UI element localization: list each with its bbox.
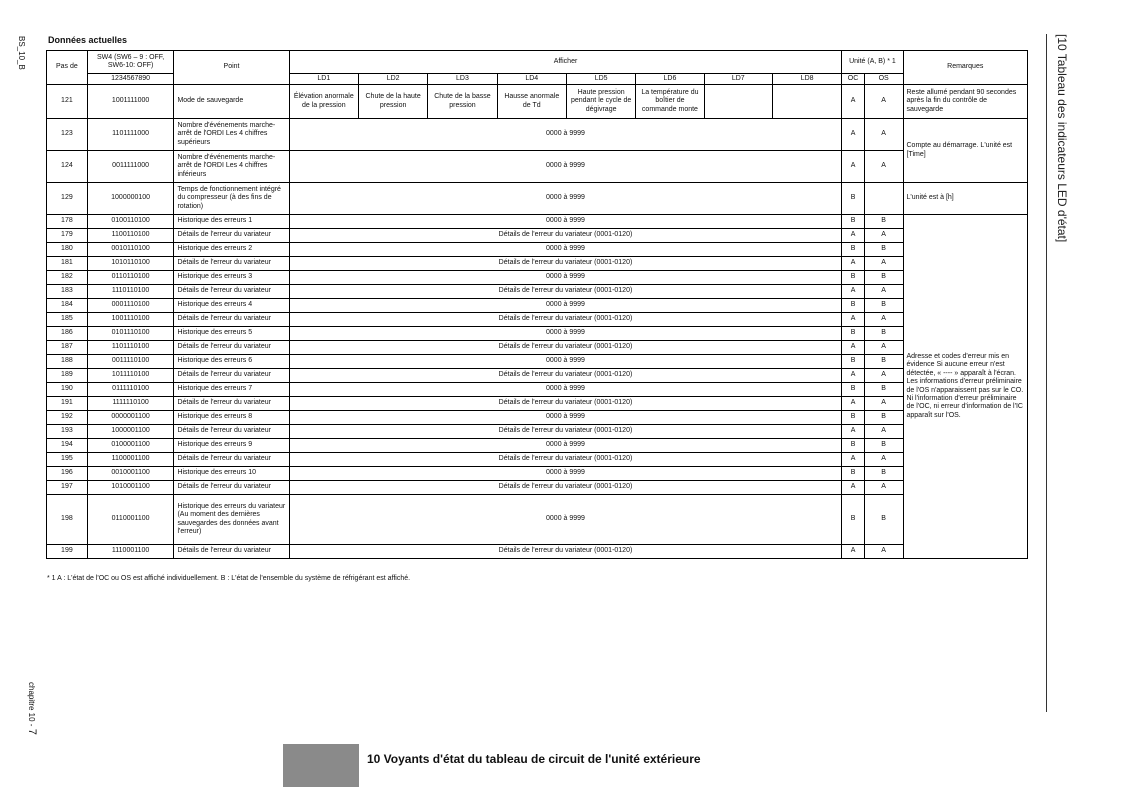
remark-cell: L'unité est à [h] bbox=[903, 183, 1028, 215]
point-cell: Nombre d'événements marche-arrêt de l'ORDI Les 4 chiffres supérieurs bbox=[174, 119, 289, 151]
oc-cell: A bbox=[842, 285, 864, 299]
code-cell: 1101111000 bbox=[87, 119, 174, 151]
os-cell: B bbox=[864, 439, 903, 453]
os-cell: B bbox=[864, 243, 903, 257]
header-ld2: LD2 bbox=[358, 74, 427, 85]
header-ld5: LD5 bbox=[566, 74, 635, 85]
oc-cell: B bbox=[842, 271, 864, 285]
table-row bbox=[47, 299, 1028, 313]
oc-cell: A bbox=[842, 369, 864, 383]
os-cell: B bbox=[864, 271, 903, 285]
code-cell: 0010001100 bbox=[87, 467, 174, 481]
step-cell: 187 bbox=[47, 341, 88, 355]
os-cell: B bbox=[864, 495, 903, 545]
code-cell: 0100001100 bbox=[87, 439, 174, 453]
header-ld4: LD4 bbox=[497, 74, 566, 85]
ld7-cell bbox=[704, 85, 772, 119]
table-row bbox=[47, 495, 1028, 545]
display-cell: Détails de l'erreur du variateur (0001-0120) bbox=[289, 229, 842, 243]
remark-cell: Reste allumé pendant 90 secondes après la fin du contrôle de sauvegarde bbox=[903, 85, 1028, 119]
oc-cell: B bbox=[842, 327, 864, 341]
point-cell: Détails de l'erreur du variateur bbox=[174, 425, 289, 439]
step-cell: 197 bbox=[47, 481, 88, 495]
point-cell: Historique des erreurs 1 bbox=[174, 215, 289, 229]
oc-cell: B bbox=[842, 411, 864, 425]
code-cell: 0101110100 bbox=[87, 327, 174, 341]
step-cell: 189 bbox=[47, 369, 88, 383]
oc-cell: B bbox=[842, 467, 864, 481]
oc-cell: B bbox=[842, 439, 864, 453]
code-cell: 1010110100 bbox=[87, 257, 174, 271]
oc-cell: B bbox=[842, 215, 864, 229]
code-cell: 0110001100 bbox=[87, 495, 174, 545]
oc-cell: B bbox=[842, 495, 864, 545]
os-cell: A bbox=[864, 257, 903, 271]
code-cell: 0100110100 bbox=[87, 215, 174, 229]
table-row bbox=[47, 215, 1028, 229]
step-cell: 196 bbox=[47, 467, 88, 481]
side-chapter-title: [10 Tableau des indicateurs LED d'état] bbox=[1055, 34, 1069, 243]
header-os: OS bbox=[864, 74, 903, 85]
header-pas-de: Pas de bbox=[47, 51, 88, 85]
display-cell: 0000 à 9999 bbox=[289, 383, 842, 397]
os-cell: A bbox=[864, 85, 903, 119]
display-cell: 0000 à 9999 bbox=[289, 411, 842, 425]
step-cell: 129 bbox=[47, 183, 88, 215]
display-cell: Détails de l'erreur du variateur (0001-0120) bbox=[289, 369, 842, 383]
point-cell: Historique des erreurs 4 bbox=[174, 299, 289, 313]
table-row bbox=[47, 411, 1028, 425]
oc-cell: A bbox=[842, 85, 864, 119]
point-cell: Temps de fonctionnement intégré du compresseur (à des fins de rotation) bbox=[174, 183, 289, 215]
os-cell: B bbox=[864, 411, 903, 425]
table-row bbox=[47, 151, 1028, 183]
os-cell: B bbox=[864, 215, 903, 229]
oc-cell: B bbox=[842, 355, 864, 369]
point-cell: Historique des erreurs 10 bbox=[174, 467, 289, 481]
table-row bbox=[47, 467, 1028, 481]
display-cell: 0000 à 9999 bbox=[289, 299, 842, 313]
point-cell: Historique des erreurs 9 bbox=[174, 439, 289, 453]
chapter-label bbox=[26, 682, 38, 735]
display-cell: Détails de l'erreur du variateur (0001-0120) bbox=[289, 545, 842, 559]
display-cell: Détails de l'erreur du variateur (0001-0120) bbox=[289, 453, 842, 467]
code-cell: 1101110100 bbox=[87, 341, 174, 355]
table-row bbox=[47, 355, 1028, 369]
footnote: * 1 A : L'état de l'OC ou OS est affiché individuellement. B : L'état de l'ensemble du système de réfrigérant est affiché. bbox=[47, 575, 411, 582]
point-cell: Mode de sauvegarde bbox=[174, 85, 289, 119]
led-status-table bbox=[46, 50, 1028, 559]
step-cell: 186 bbox=[47, 327, 88, 341]
os-cell: B bbox=[864, 383, 903, 397]
header-unite: Unité (A, B) * 1 bbox=[842, 51, 903, 74]
os-cell: A bbox=[864, 285, 903, 299]
display-cell: Détails de l'erreur du variateur (0001-0120) bbox=[289, 285, 842, 299]
step-cell: 124 bbox=[47, 151, 88, 183]
footer-title: 10 Voyants d'état du tableau de circuit de l'unité extérieure bbox=[367, 752, 701, 766]
oc-cell: A bbox=[842, 229, 864, 243]
point-cell: Historique des erreurs 2 bbox=[174, 243, 289, 257]
os-cell: A bbox=[864, 545, 903, 559]
header-ld8: LD8 bbox=[772, 74, 841, 85]
step-cell: 199 bbox=[47, 545, 88, 559]
display-cell: 0000 à 9999 bbox=[289, 495, 842, 545]
os-cell: B bbox=[864, 327, 903, 341]
point-cell: Détails de l'erreur du variateur bbox=[174, 229, 289, 243]
display-cell: 0000 à 9999 bbox=[289, 327, 842, 341]
oc-cell: A bbox=[842, 397, 864, 411]
oc-cell: B bbox=[842, 299, 864, 313]
code-cell: 1000000100 bbox=[87, 183, 174, 215]
table-row bbox=[47, 439, 1028, 453]
table-row bbox=[47, 85, 1028, 119]
header-ld3: LD3 bbox=[428, 74, 497, 85]
ld5-cell: Haute pression pendant le cycle de dégivrage bbox=[566, 85, 635, 119]
code-cell: 1001111000 bbox=[87, 85, 174, 119]
code-cell: 0001110100 bbox=[87, 299, 174, 313]
step-cell: 184 bbox=[47, 299, 88, 313]
header-sw4: SW4 (SW6 – 9 : OFF, SW6-10: OFF) bbox=[87, 51, 174, 74]
header-remarques: Remarques bbox=[903, 51, 1028, 85]
table-row bbox=[47, 183, 1028, 215]
oc-cell: B bbox=[842, 183, 864, 215]
point-cell: Historique des erreurs 3 bbox=[174, 271, 289, 285]
display-cell: 0000 à 9999 bbox=[289, 151, 842, 183]
table-row bbox=[47, 481, 1028, 495]
os-cell: A bbox=[864, 313, 903, 327]
display-cell: Détails de l'erreur du variateur (0001-0120) bbox=[289, 313, 842, 327]
step-cell: 183 bbox=[47, 285, 88, 299]
point-cell: Détails de l'erreur du variateur bbox=[174, 313, 289, 327]
header-point: Point bbox=[174, 51, 289, 85]
oc-cell: A bbox=[842, 453, 864, 467]
step-cell: 179 bbox=[47, 229, 88, 243]
step-cell: 190 bbox=[47, 383, 88, 397]
table-row bbox=[47, 327, 1028, 341]
oc-cell: A bbox=[842, 481, 864, 495]
oc-cell: B bbox=[842, 383, 864, 397]
code-cell: 1011110100 bbox=[87, 369, 174, 383]
point-cell: Historique des erreurs 7 bbox=[174, 383, 289, 397]
step-cell: 195 bbox=[47, 453, 88, 467]
display-cell: 0000 à 9999 bbox=[289, 271, 842, 285]
header-ld7: LD7 bbox=[704, 74, 772, 85]
oc-cell: A bbox=[842, 341, 864, 355]
display-cell: Détails de l'erreur du variateur (0001-0120) bbox=[289, 425, 842, 439]
point-cell: Détails de l'erreur du variateur bbox=[174, 341, 289, 355]
oc-cell: B bbox=[842, 243, 864, 257]
oc-cell: A bbox=[842, 151, 864, 183]
section-title: Données actuelles bbox=[48, 35, 128, 45]
step-cell: 192 bbox=[47, 411, 88, 425]
point-cell: Historique des erreurs du variateur (Au moment des dernières sauvegardes des données avant l'erreur) bbox=[174, 495, 289, 545]
code-cell: 1111110100 bbox=[87, 397, 174, 411]
display-cell: Détails de l'erreur du variateur (0001-0120) bbox=[289, 341, 842, 355]
os-cell: A bbox=[864, 481, 903, 495]
table-row bbox=[47, 341, 1028, 355]
code-cell: 0011111000 bbox=[87, 151, 174, 183]
code-cell: 0010110100 bbox=[87, 243, 174, 257]
document-code: BS_10_B bbox=[17, 36, 26, 70]
header-afficher: Afficher bbox=[289, 51, 842, 74]
ld4-cell: Hausse anormale de Td bbox=[497, 85, 566, 119]
point-cell: Détails de l'erreur du variateur bbox=[174, 285, 289, 299]
point-cell: Historique des erreurs 6 bbox=[174, 355, 289, 369]
remark-cell: Adresse et codes d'erreur mis en évidence Si aucune erreur n'est détectée, « ---- » apparaît à l'écran. Les informations d'erreur préliminaire de l'OS n'apparaissent pas sur le CO. Ni l'information d'erreur préliminaire de l'OC, ni erreur d'information de l'IC apparaît sur l'OS. bbox=[903, 215, 1028, 559]
ld3-cell: Chute de la basse pression bbox=[428, 85, 497, 119]
code-cell: 1110001100 bbox=[87, 545, 174, 559]
point-cell: Détails de l'erreur du variateur bbox=[174, 369, 289, 383]
code-cell: 0011110100 bbox=[87, 355, 174, 369]
table-row bbox=[47, 285, 1028, 299]
table-row bbox=[47, 545, 1028, 559]
display-cell: 0000 à 9999 bbox=[289, 467, 842, 481]
display-cell: Détails de l'erreur du variateur (0001-0120) bbox=[289, 397, 842, 411]
oc-cell: A bbox=[842, 425, 864, 439]
footer-gray-box bbox=[283, 744, 359, 787]
step-cell: 180 bbox=[47, 243, 88, 257]
os-cell: A bbox=[864, 453, 903, 467]
display-cell: 0000 à 9999 bbox=[289, 119, 842, 151]
display-cell: 0000 à 9999 bbox=[289, 355, 842, 369]
table-row bbox=[47, 453, 1028, 467]
point-cell: Détails de l'erreur du variateur bbox=[174, 453, 289, 467]
side-divider bbox=[1046, 34, 1047, 712]
display-cell: 0000 à 9999 bbox=[289, 243, 842, 257]
table-row bbox=[47, 313, 1028, 327]
step-cell: 185 bbox=[47, 313, 88, 327]
step-cell: 188 bbox=[47, 355, 88, 369]
oc-cell: A bbox=[842, 119, 864, 151]
oc-cell: A bbox=[842, 313, 864, 327]
table-row bbox=[47, 271, 1028, 285]
os-cell: A bbox=[864, 341, 903, 355]
os-cell: A bbox=[864, 425, 903, 439]
table-row bbox=[47, 229, 1028, 243]
os-cell: A bbox=[864, 151, 903, 183]
step-cell: 121 bbox=[47, 85, 88, 119]
point-cell: Historique des erreurs 8 bbox=[174, 411, 289, 425]
os-cell: B bbox=[864, 467, 903, 481]
os-cell bbox=[864, 183, 903, 215]
oc-cell: A bbox=[842, 257, 864, 271]
code-cell: 0111110100 bbox=[87, 383, 174, 397]
ld8-cell bbox=[772, 85, 841, 119]
code-cell: 0110110100 bbox=[87, 271, 174, 285]
table-row bbox=[47, 425, 1028, 439]
display-cell: 0000 à 9999 bbox=[289, 439, 842, 453]
point-cell: Nombre d'événements marche-arrêt de l'ORDI Les 4 chiffres inférieurs bbox=[174, 151, 289, 183]
oc-cell: A bbox=[842, 545, 864, 559]
step-cell: 181 bbox=[47, 257, 88, 271]
code-cell: 1100001100 bbox=[87, 453, 174, 467]
chapter-text: chapitre 10 - bbox=[27, 682, 36, 727]
table-row bbox=[47, 369, 1028, 383]
remark-cell: Compte au démarrage. L'unité est [Time] bbox=[903, 119, 1028, 183]
step-cell: 123 bbox=[47, 119, 88, 151]
code-cell: 1110110100 bbox=[87, 285, 174, 299]
table-row bbox=[47, 243, 1028, 257]
code-cell: 1010001100 bbox=[87, 481, 174, 495]
step-cell: 198 bbox=[47, 495, 88, 545]
os-cell: A bbox=[864, 397, 903, 411]
step-cell: 191 bbox=[47, 397, 88, 411]
step-cell: 194 bbox=[47, 439, 88, 453]
os-cell: A bbox=[864, 369, 903, 383]
os-cell: A bbox=[864, 229, 903, 243]
display-cell: 0000 à 9999 bbox=[289, 183, 842, 215]
code-cell: 1001110100 bbox=[87, 313, 174, 327]
os-cell: B bbox=[864, 299, 903, 313]
table-row bbox=[47, 257, 1028, 271]
table-row bbox=[47, 119, 1028, 151]
header-sw4-bits: 1234567890 bbox=[87, 74, 174, 85]
header-oc: OC bbox=[842, 74, 864, 85]
page-number: 7 bbox=[26, 728, 38, 735]
point-cell: Détails de l'erreur du variateur bbox=[174, 481, 289, 495]
code-cell: 0000001100 bbox=[87, 411, 174, 425]
step-cell: 193 bbox=[47, 425, 88, 439]
os-cell: B bbox=[864, 355, 903, 369]
ld2-cell: Chute de la haute pression bbox=[358, 85, 427, 119]
header-ld1: LD1 bbox=[289, 74, 358, 85]
point-cell: Historique des erreurs 5 bbox=[174, 327, 289, 341]
table-row bbox=[47, 397, 1028, 411]
step-cell: 182 bbox=[47, 271, 88, 285]
point-cell: Détails de l'erreur du variateur bbox=[174, 545, 289, 559]
header-ld6: LD6 bbox=[636, 74, 704, 85]
step-cell: 178 bbox=[47, 215, 88, 229]
table-row bbox=[47, 383, 1028, 397]
point-cell: Détails de l'erreur du variateur bbox=[174, 397, 289, 411]
code-cell: 1000001100 bbox=[87, 425, 174, 439]
os-cell: A bbox=[864, 119, 903, 151]
display-cell: Détails de l'erreur du variateur (0001-0120) bbox=[289, 257, 842, 271]
point-cell: Détails de l'erreur du variateur bbox=[174, 257, 289, 271]
code-cell: 1100110100 bbox=[87, 229, 174, 243]
ld6-cell: La température du boîtier de commande monte bbox=[636, 85, 704, 119]
display-cell: 0000 à 9999 bbox=[289, 215, 842, 229]
display-cell: Détails de l'erreur du variateur (0001-0120) bbox=[289, 481, 842, 495]
ld1-cell: Élévation anormale de la pression bbox=[289, 85, 358, 119]
